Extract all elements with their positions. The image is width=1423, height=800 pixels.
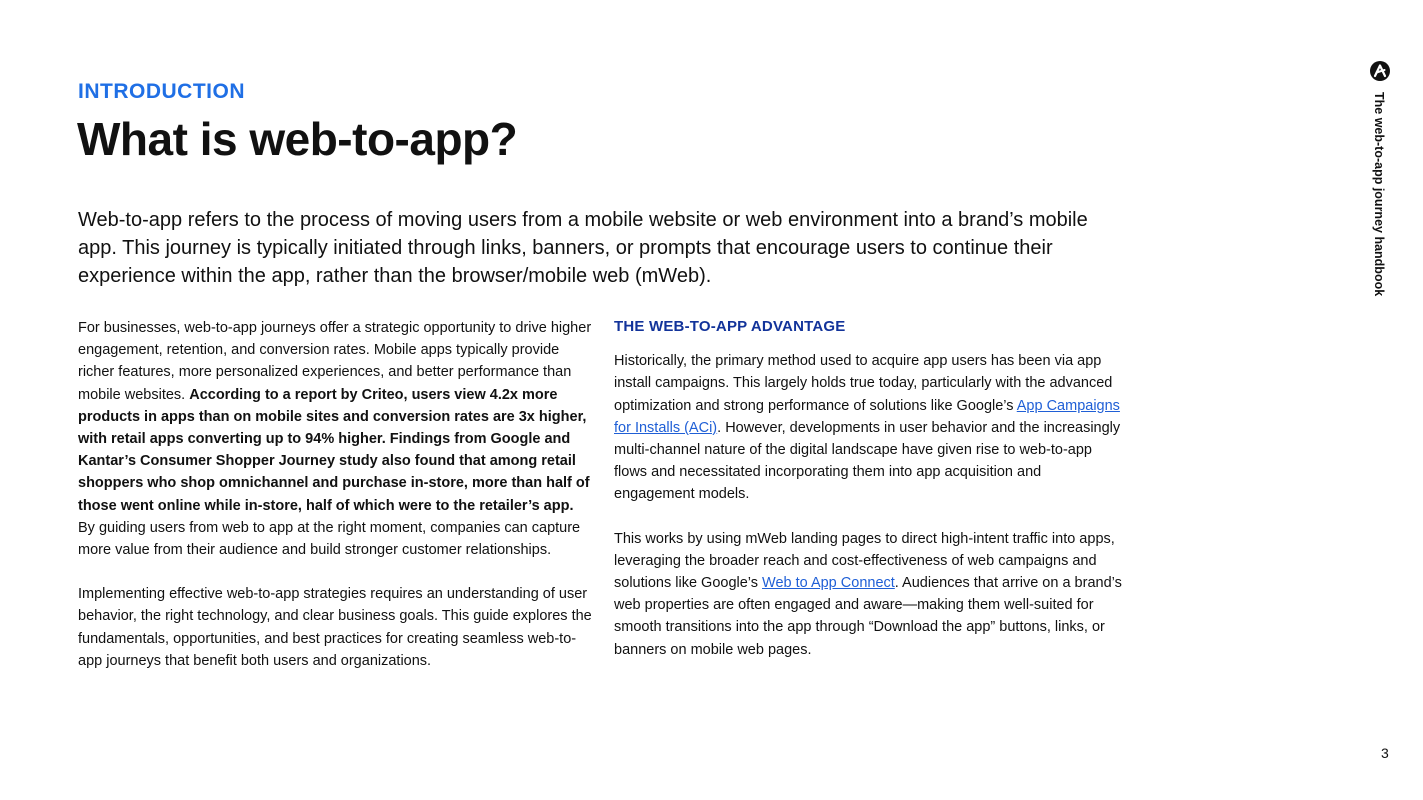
- right-p1-end: . However, developments in user behavior and the increasingly multi-channel nature of the digital landscape have given rise to web-to-app flows and necessitated incorporating them into app acquisition and engagement models.: [614, 419, 1121, 503]
- page-number: 3: [1381, 745, 1389, 761]
- brand-logo-icon: [1370, 61, 1390, 81]
- web-to-app-connect-link[interactable]: Web to App Connect: [762, 575, 895, 592]
- right-column: [614, 316, 1124, 683]
- right-paragraph-1: [614, 350, 1124, 505]
- left-p1-bold-stats: According to a report by Criteo, users view 4.2x more products in apps than on mobile sites and conversion rates are 3x higher, with retail apps converting up to 94% higher. Findings from Google and Kantar’s Consumer Shopper Journey study also found that among retail shoppers who shop omnichannel and purchase in-store, more than half of those went online while in-store, half of which were to the retailer’s app.: [78, 386, 590, 514]
- right-paragraph-2: [614, 528, 1124, 661]
- handbook-label: The web-to-app journey handbook: [1372, 92, 1386, 297]
- advantage-heading: THE WEB-TO-APP ADVANTAGE: [614, 318, 846, 335]
- lead-paragraph: Web-to-app refers to the process of moving users from a mobile website or web environment into a brand’s mobile app. This journey is typically initiated through links, banners, or prompts that encourage users to continue their experience within the app, rather than the browser/mobile web (mWeb).: [78, 209, 1088, 287]
- left-p1-intro: For businesses, web-to-app journeys offer a strategic opportunity to drive higher engagement, retention, and conversion rates. Mobile apps typically provide richer features, more personalized experiences, and better performance than mobile websites.: [78, 320, 592, 403]
- page-title: What is web-to-app?: [77, 113, 518, 165]
- section-eyebrow: INTRODUCTION: [78, 80, 245, 103]
- left-paragraph-1: [78, 317, 593, 561]
- aci-link[interactable]: App Campaigns for Installs (ACi): [614, 397, 1120, 436]
- right-p1-start: Historically, the primary method used to acquire app users has been via app install campaigns. This largely holds true today, particularly with the advanced optimization and strong performance of solutions like Google’s: [614, 353, 1113, 414]
- right-p2-start: This works by using mWeb landing pages to direct high-intent traffic into apps, leveraging the broader reach and cost-effectiveness of web campaigns and solutions like Google’s: [614, 530, 1115, 592]
- left-column: [78, 317, 593, 694]
- left-p1-end: By guiding users from web to app at the right moment, companies can capture more value from their audience and build stronger customer relationships.: [78, 519, 581, 559]
- right-p2-end: . Audiences that arrive on a brand’s web properties are often engaged and aware—making them well-suited for smooth transitions into the app through “Download the app” buttons, links, or banners on mobile web pages.: [614, 575, 1122, 658]
- left-paragraph-2: Implementing effective web-to-app strategies requires an understanding of user behavior, the right technology, and clear business goals. This guide explores the fundamentals, opportunities, and best practices for creating seamless web-to-app journeys that benefit both users and organizations.: [78, 586, 592, 669]
